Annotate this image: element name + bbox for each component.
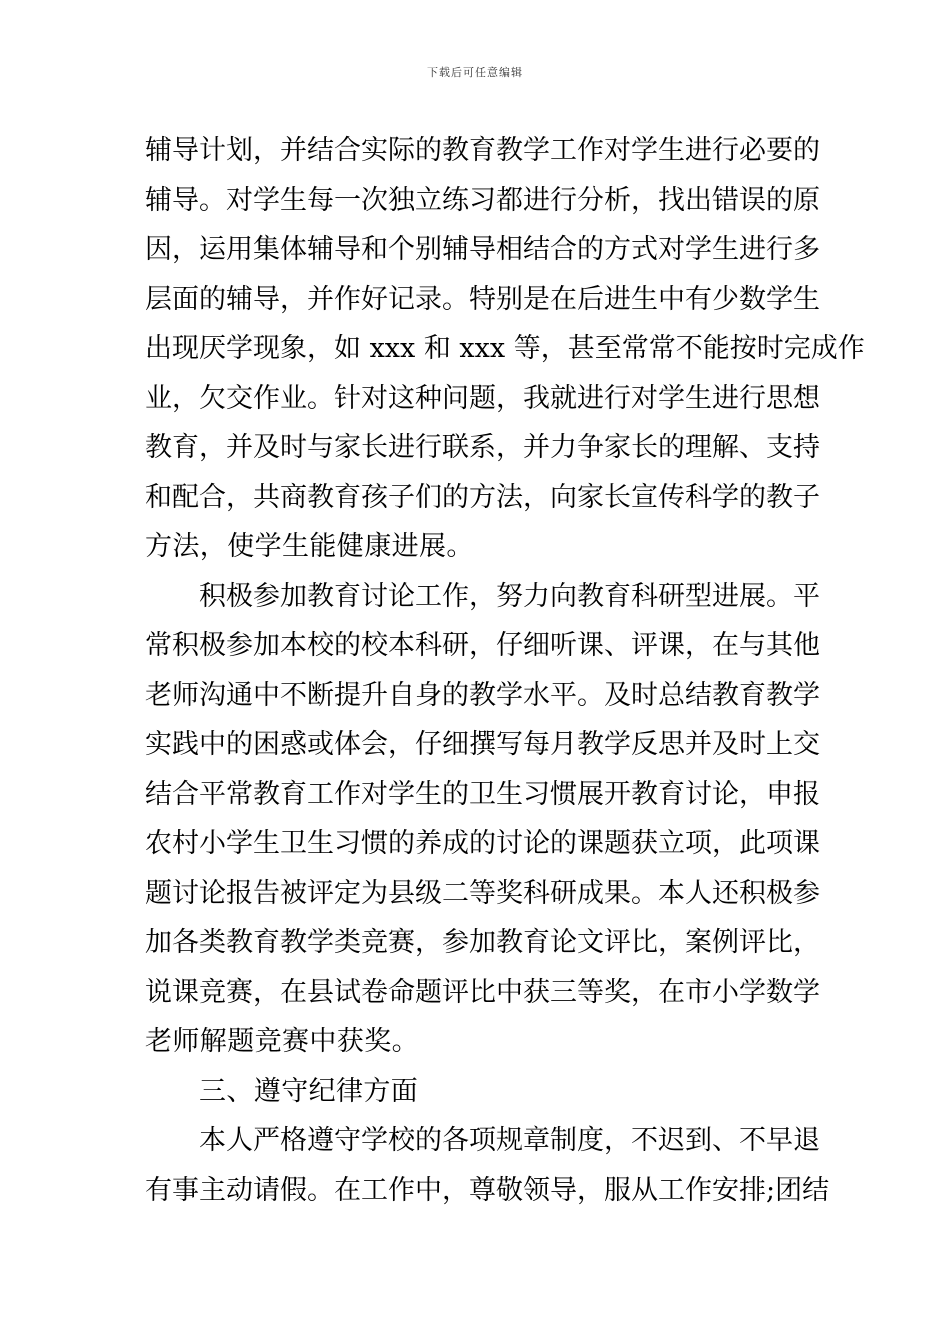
text-line: 层面的辅导，并作好记录。特别是在后进生中有少数学生 bbox=[145, 283, 820, 315]
text-line: 结合平常教育工作对学生的卫生习惯展开教育讨论，申报 bbox=[145, 778, 820, 810]
text-line: 业，欠交作业。针对这种问题，我就进行对学生进行思想 bbox=[145, 382, 820, 414]
text-line: 题讨论报告被评定为县级二等奖科研成果。本人还积极参 bbox=[145, 877, 820, 909]
text-line: 三、遵守纪律方面 bbox=[199, 1075, 419, 1107]
text-line: 加各类教育教学类竞赛，参加教育论文评比，案例评比， bbox=[145, 927, 820, 958]
text-line: 实践中的困惑或体会，仔细撰写每月教学反思并及时上交 bbox=[145, 729, 820, 760]
page-header-note: 下载后可任意编辑 bbox=[427, 66, 523, 79]
text-line: 方法，使学生能健康进展。 bbox=[145, 531, 474, 562]
text-line: 出现厌学现象，如 xxx 和 xxx 等，甚至常常不能按时完成作 bbox=[145, 333, 865, 364]
text-line: 辅导。对学生每一次独立练习都进行分析，找出错误的原 bbox=[145, 184, 820, 216]
document-body bbox=[145, 126, 865, 1215]
text-line: 教育，并及时与家长进行联系，并力争家长的理解、支持 bbox=[145, 432, 820, 463]
text-line: 有事主动请假。在工作中，尊敬领导，服从工作安排;团结 bbox=[145, 1174, 830, 1206]
text-line: 农村小学生卫生习惯的养成的讨论的课题获立项，此项课 bbox=[145, 828, 820, 859]
text-line: 说课竞赛，在县试卷命题评比中获三等奖，在市小学数学 bbox=[145, 976, 820, 1008]
text-line: 因，运用集体辅导和个别辅导相结合的方式对学生进行多 bbox=[145, 234, 820, 265]
text-line: 和配合，共商教育孩子们的方法，向家长宣传科学的教子 bbox=[145, 481, 820, 513]
text-line: 本人严格遵守学校的各项规章制度，不迟到、不早退 bbox=[199, 1125, 820, 1156]
text-line: 常积极参加本校的校本科研，仔细听课、评课，在与其他 bbox=[145, 630, 820, 661]
text-line: 老师沟通中不断提升自身的教学水平。及时总结教育教学 bbox=[145, 679, 820, 711]
text-line: 积极参加教育讨论工作，努力向教育科研型进展。平 bbox=[199, 580, 820, 612]
text-line: 老师解题竞赛中获奖。 bbox=[145, 1026, 419, 1057]
text-line: 辅导计划，并结合实际的教育教学工作对学生进行必要的 bbox=[145, 135, 820, 166]
